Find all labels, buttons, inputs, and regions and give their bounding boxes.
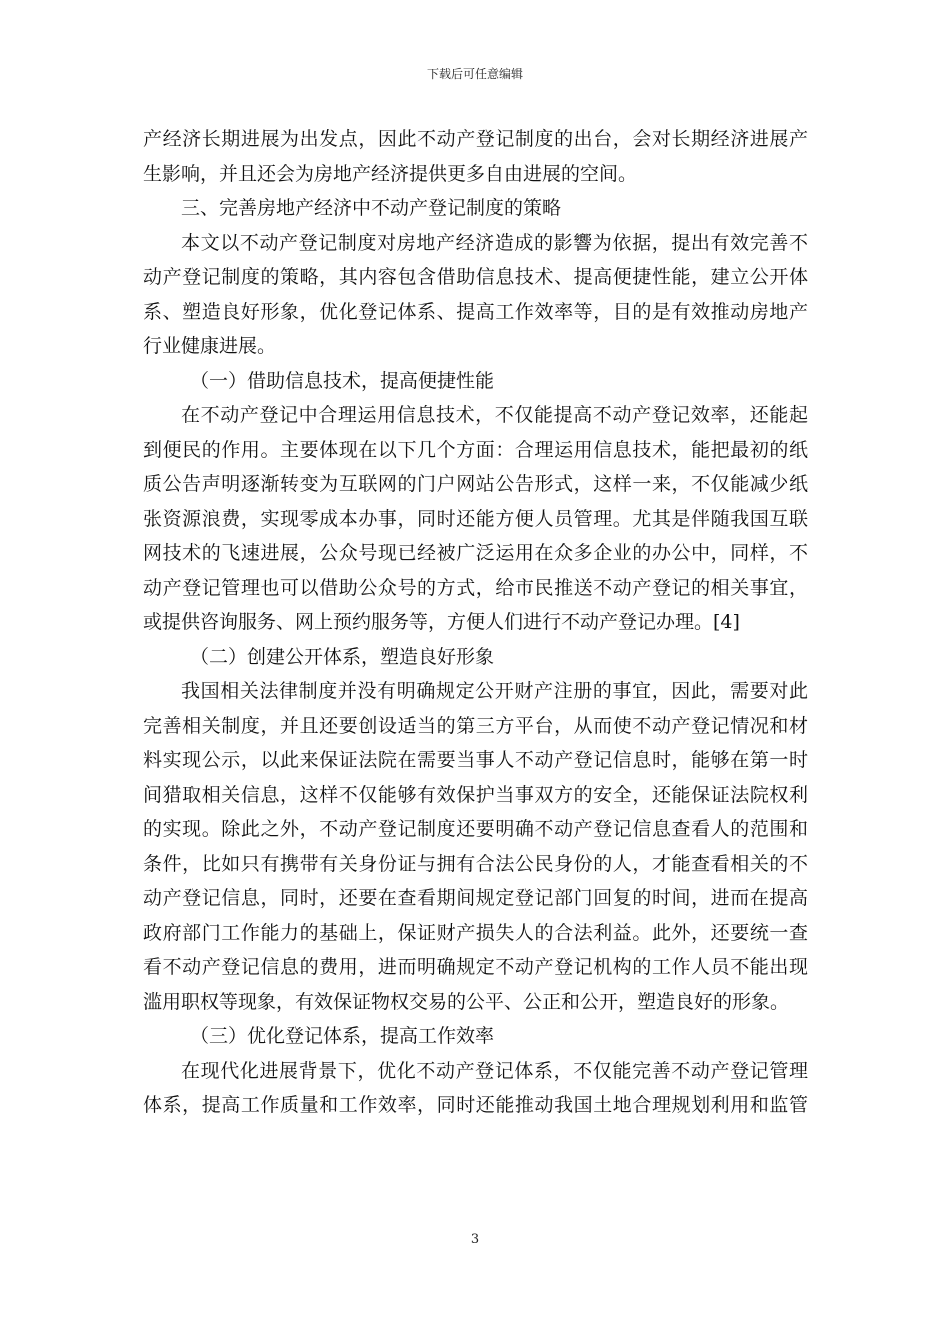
paragraph-line: 动产登记管理也可以借助公众号的方式，给市民推送不动产登记的相关事宜， — [143, 576, 808, 599]
subsection-heading: （一）借助信息技术，提高便捷性能 — [190, 369, 495, 392]
paragraph-line: 间猎取相关信息，这样不仅能够有效保护当事双方的安全，还能保证法院权利 — [143, 783, 808, 806]
paragraph-line: 料实现公示，以此来保证法院在需要当事人不动产登记信息时，能够在第一时 — [143, 749, 808, 771]
paragraph-line: 看不动产登记信息的费用，进而明确规定不动产登记机构的工作人员不能出现 — [143, 956, 808, 978]
paragraph-line: 或提供咨询服务、网上预约服务等，方便人们进行不动产登记办理。[4] — [143, 611, 740, 633]
paragraph-line: 到便民的作用。主要体现在以下几个方面：合理运用信息技术，能把最初的纸 — [143, 438, 808, 461]
document-body — [143, 122, 808, 1123]
paragraph-line: 动产登记制度的策略，其内容包含借助信息技术、提高便捷性能，建立公开体 — [143, 266, 808, 288]
subsection-heading: （二）创建公开体系，塑造良好形象 — [190, 645, 495, 668]
paragraph-line: 动产登记信息，同时，还要在查看期间规定登记部门回复的时间，进而在提高 — [143, 887, 808, 909]
page-number: 3 — [470, 1232, 480, 1247]
paragraph-line: 条件，比如只有携带有关身份证与拥有合法公民身份的人，才能查看相关的不 — [143, 852, 808, 875]
section-heading: 三、完善房地产经济中不动产登记制度的策略 — [181, 197, 562, 219]
paragraph-line: 行业健康进展。 — [143, 335, 277, 357]
paragraph-line: 在不动产登记中合理运用信息技术，不仅能提高不动产登记效率，还能起 — [181, 404, 808, 426]
paragraph-line: 在现代化进展背景下，优化不动产登记体系，不仅能完善不动产登记管理 — [181, 1059, 808, 1082]
paragraph-line: 质公告声明逐渐转变为互联网的门户网站公告形式，这样一来，不仅能减少纸 — [143, 473, 808, 495]
subsection-heading: （三）优化登记体系，提高工作效率 — [190, 1025, 495, 1047]
paragraph-line: 生影响，并且还会为房地产经济提供更多自由进展的空间。 — [143, 162, 638, 185]
paragraph-line: 系、塑造良好形象，优化登记体系、提高工作效率等，目的是有效推动房地产 — [143, 300, 808, 323]
paragraph-line: 张资源浪费，实现零成本办事，同时还能方便人员管理。尤其是伴随我国互联 — [143, 507, 808, 530]
paragraph-line: 本文以不动产登记制度对房地产经济造成的影響为依据，提出有效完善不 — [181, 231, 808, 254]
paragraph-line: 滥用职权等现象，有效保证物权交易的公平、公正和公开，塑造良好的形象。 — [143, 990, 790, 1013]
paragraph-line: 产经济长期进展为出发点，因此不动产登记制度的出台，会对长期经济进展产 — [143, 128, 808, 150]
paragraph-line: 我国相关法律制度并没有明确规定公开财产注册的事宜，因此，需要对此 — [181, 680, 808, 702]
paragraph-line: 的实现。除此之外，不动产登记制度还要明确不动产登记信息查看人的范围和 — [143, 818, 808, 840]
paragraph-line: 体系，提高工作质量和工作效率，同时还能推动我国土地合理规划利用和监管 — [143, 1094, 808, 1116]
paragraph-line: 完善相关制度，并且还要创设适当的第三方平台，从而使不动产登记情况和材 — [143, 714, 808, 737]
paragraph-line: 网技术的飞速进展，公众号现已经被广泛运用在众多企业的办公中，同样，不 — [143, 542, 808, 564]
page-header: 下载后可任意编辑 — [426, 67, 523, 81]
paragraph-line: 政府部门工作能力的基础上，保证财产损失人的合法利益。此外，还要统一查 — [143, 921, 808, 944]
